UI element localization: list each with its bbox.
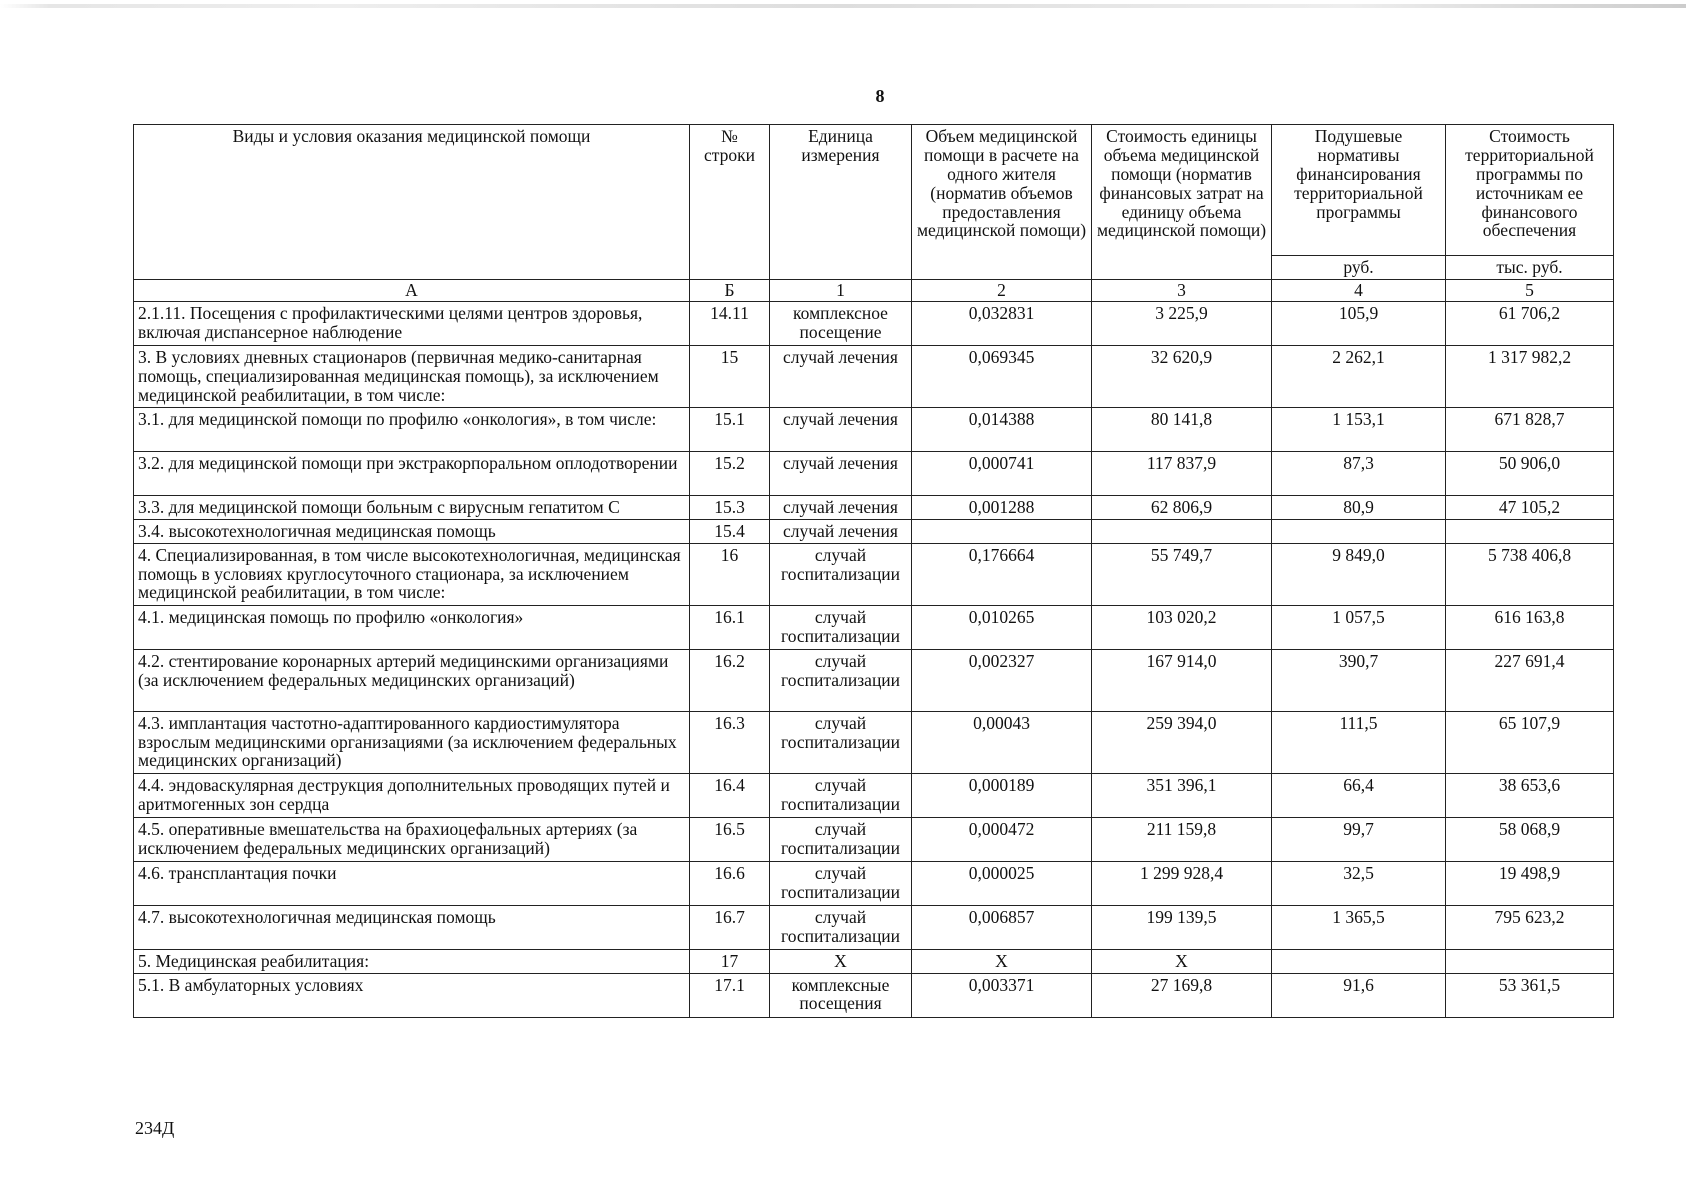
unit-cost (1092, 519, 1272, 543)
row-number: 16.1 (690, 605, 770, 649)
program-cost: 1 317 982,2 (1446, 345, 1614, 407)
unit-cost: 199 139,5 (1092, 905, 1272, 949)
volume-per-resident: 0,032831 (912, 301, 1092, 345)
column-index-row (134, 279, 1614, 301)
per-capita-standard: 2 262,1 (1272, 345, 1446, 407)
per-capita-standard: 111,5 (1272, 711, 1446, 773)
per-capita-standard: 32,5 (1272, 861, 1446, 905)
row-number: 16.6 (690, 861, 770, 905)
table-row (134, 817, 1614, 861)
per-capita-standard: 1 153,1 (1272, 407, 1446, 451)
table-row (134, 519, 1614, 543)
index-cell: А (134, 279, 690, 301)
per-capita-standard (1272, 949, 1446, 973)
volume-per-resident: 0,014388 (912, 407, 1092, 451)
row-name: 4.5. оперативные вмешательства на брахиоцефальных артериях (за исключением федеральных медицинских организаций) (134, 817, 690, 861)
index-cell: 1 (770, 279, 912, 301)
unit-cost: 32 620,9 (1092, 345, 1272, 407)
table-row (134, 711, 1614, 773)
row-number: 14.11 (690, 301, 770, 345)
unit-of-measure: случай госпитализации (770, 773, 912, 817)
program-cost: 58 068,9 (1446, 817, 1614, 861)
volume-per-resident: 0,000025 (912, 861, 1092, 905)
table-row (134, 543, 1614, 605)
per-capita-standard: 87,3 (1272, 451, 1446, 495)
table-row (134, 649, 1614, 711)
row-name: 4.6. трансплантация почки (134, 861, 690, 905)
table-row (134, 973, 1614, 1017)
table-row (134, 495, 1614, 519)
volume-per-resident: 0,00043 (912, 711, 1092, 773)
program-cost: 50 906,0 (1446, 451, 1614, 495)
header-unit-4: руб. (1272, 256, 1446, 280)
table-row (134, 345, 1614, 407)
program-cost: 19 498,9 (1446, 861, 1614, 905)
unit-of-measure: случай лечения (770, 519, 912, 543)
table-row (134, 949, 1614, 973)
header-unit-5: тыс. руб. (1446, 256, 1614, 280)
header-col-4: Подушевые нормативы финансирования территориальной программы (1272, 125, 1446, 256)
per-capita-standard: 66,4 (1272, 773, 1446, 817)
unit-cost: 103 020,2 (1092, 605, 1272, 649)
header-col-b: № строки (690, 125, 770, 280)
row-name: 3.1. для медицинской помощи по профилю «онкология», в том числе: (134, 407, 690, 451)
volume-per-resident: Х (912, 949, 1092, 973)
scan-edge-top (0, 4, 1686, 8)
row-number: 16.2 (690, 649, 770, 711)
unit-cost: 62 806,9 (1092, 495, 1272, 519)
unit-of-measure: случай госпитализации (770, 817, 912, 861)
page-number: 8 (875, 86, 885, 106)
header-row (134, 125, 1614, 256)
volume-per-resident: 0,010265 (912, 605, 1092, 649)
volume-per-resident: 0,069345 (912, 345, 1092, 407)
unit-cost: 80 141,8 (1092, 407, 1272, 451)
volume-per-resident: 0,002327 (912, 649, 1092, 711)
program-cost (1446, 519, 1614, 543)
volume-per-resident (912, 519, 1092, 543)
unit-cost: 55 749,7 (1092, 543, 1272, 605)
volume-per-resident: 0,000189 (912, 773, 1092, 817)
header-col-1: Единица измерения (770, 125, 912, 280)
unit-cost: 3 225,9 (1092, 301, 1272, 345)
volume-per-resident: 0,000472 (912, 817, 1092, 861)
program-cost: 616 163,8 (1446, 605, 1614, 649)
unit-cost: 1 299 928,4 (1092, 861, 1272, 905)
per-capita-standard (1272, 519, 1446, 543)
program-cost: 47 105,2 (1446, 495, 1614, 519)
program-cost: 671 828,7 (1446, 407, 1614, 451)
table-row (134, 301, 1614, 345)
table-row (134, 773, 1614, 817)
table-row (134, 407, 1614, 451)
row-number: 16.5 (690, 817, 770, 861)
index-cell: 5 (1446, 279, 1614, 301)
unit-cost: 211 159,8 (1092, 817, 1272, 861)
program-cost: 65 107,9 (1446, 711, 1614, 773)
table-row (134, 451, 1614, 495)
unit-cost: 167 914,0 (1092, 649, 1272, 711)
row-number: 15.1 (690, 407, 770, 451)
unit-of-measure: случай лечения (770, 451, 912, 495)
row-number: 15 (690, 345, 770, 407)
index-cell: 2 (912, 279, 1092, 301)
table-row (134, 861, 1614, 905)
per-capita-standard: 80,9 (1272, 495, 1446, 519)
unit-of-measure: случай госпитализации (770, 649, 912, 711)
index-cell: 3 (1092, 279, 1272, 301)
header-col-a: Виды и условия оказания медицинской помощи (134, 125, 690, 280)
unit-of-measure: случай госпитализации (770, 605, 912, 649)
unit-of-measure: случай лечения (770, 345, 912, 407)
program-cost (1446, 949, 1614, 973)
program-cost: 38 653,6 (1446, 773, 1614, 817)
unit-of-measure: случай лечения (770, 407, 912, 451)
unit-of-measure: случай госпитализации (770, 861, 912, 905)
unit-of-measure: случай госпитализации (770, 905, 912, 949)
unit-cost: 351 396,1 (1092, 773, 1272, 817)
index-cell: 4 (1272, 279, 1446, 301)
header-col-2: Объем медицинской помощи в расчете на одного жителя (норматив объемов предоставления медицинской помощи) (912, 125, 1092, 280)
row-number: 16.4 (690, 773, 770, 817)
row-name: 4.2. стентирование коронарных артерий медицинскими организациями (за исключением федеральных медицинских организаций) (134, 649, 690, 711)
unit-of-measure: комплексное посещение (770, 301, 912, 345)
program-cost: 5 738 406,8 (1446, 543, 1614, 605)
unit-cost: 117 837,9 (1092, 451, 1272, 495)
program-cost: 227 691,4 (1446, 649, 1614, 711)
row-name: 4.7. высокотехнологичная медицинская помощь (134, 905, 690, 949)
document-code: 234Д (135, 1118, 175, 1138)
unit-of-measure: случай госпитализации (770, 711, 912, 773)
volume-per-resident: 0,003371 (912, 973, 1092, 1017)
per-capita-standard: 9 849,0 (1272, 543, 1446, 605)
unit-of-measure: случай лечения (770, 495, 912, 519)
volume-per-resident: 0,001288 (912, 495, 1092, 519)
row-name: 3. В условиях дневных стационаров (первичная медико-санитарная помощь, специализированная медицинская помощь), за исключением медицинской реабилитации, в том числе: (134, 345, 690, 407)
per-capita-standard: 99,7 (1272, 817, 1446, 861)
volume-per-resident: 0,000741 (912, 451, 1092, 495)
row-name: 4. Специализированная, в том числе высокотехнологичная, медицинская помощь в условиях круглосуточного стационара, за исключением медицинской реабилитации, в том числе: (134, 543, 690, 605)
row-name: 2.1.11. Посещения с профилактическими целями центров здоровья, включая диспансерное наблюдение (134, 301, 690, 345)
row-number: 16.3 (690, 711, 770, 773)
row-number: 16.7 (690, 905, 770, 949)
program-cost: 795 623,2 (1446, 905, 1614, 949)
row-number: 15.2 (690, 451, 770, 495)
program-cost: 53 361,5 (1446, 973, 1614, 1017)
index-cell: Б (690, 279, 770, 301)
header-col-5: Стоимость территориальной программы по источникам ее финансового обеспечения (1446, 125, 1614, 256)
per-capita-standard: 390,7 (1272, 649, 1446, 711)
unit-cost: Х (1092, 949, 1272, 973)
row-name: 4.1. медицинская помощь по профилю «онкология» (134, 605, 690, 649)
per-capita-standard: 91,6 (1272, 973, 1446, 1017)
medical-care-table (133, 124, 1614, 1018)
row-number: 17 (690, 949, 770, 973)
row-name: 5.1. В амбулаторных условиях (134, 973, 690, 1017)
table-row (134, 905, 1614, 949)
per-capita-standard: 1 057,5 (1272, 605, 1446, 649)
row-name: 4.4. эндоваскулярная деструкция дополнительных проводящих путей и аритмогенных зон сердца (134, 773, 690, 817)
unit-of-measure: комплексные посещения (770, 973, 912, 1017)
program-cost: 61 706,2 (1446, 301, 1614, 345)
row-name: 5. Медицинская реабилитация: (134, 949, 690, 973)
per-capita-standard: 105,9 (1272, 301, 1446, 345)
header-col-3: Стоимость единицы объема медицинской помощи (норматив финансовых затрат на единицу объема медицинской помощи) (1092, 125, 1272, 280)
unit-cost: 27 169,8 (1092, 973, 1272, 1017)
per-capita-standard: 1 365,5 (1272, 905, 1446, 949)
unit-of-measure: Х (770, 949, 912, 973)
row-name: 3.4. высокотехнологичная медицинская помощь (134, 519, 690, 543)
row-name: 4.3. имплантация частотно-адаптированного кардиостимулятора взрослым медицинскими организациями (за исключением федеральных медицинских организаций) (134, 711, 690, 773)
table-row (134, 605, 1614, 649)
unit-of-measure: случай госпитализации (770, 543, 912, 605)
row-number: 15.4 (690, 519, 770, 543)
row-number: 16 (690, 543, 770, 605)
volume-per-resident: 0,176664 (912, 543, 1092, 605)
unit-cost: 259 394,0 (1092, 711, 1272, 773)
row-number: 17.1 (690, 973, 770, 1017)
row-name: 3.3. для медицинской помощи больным с вирусным гепатитом С (134, 495, 690, 519)
row-number: 15.3 (690, 495, 770, 519)
volume-per-resident: 0,006857 (912, 905, 1092, 949)
row-name: 3.2. для медицинской помощи при экстракорпоральном оплодотворении (134, 451, 690, 495)
